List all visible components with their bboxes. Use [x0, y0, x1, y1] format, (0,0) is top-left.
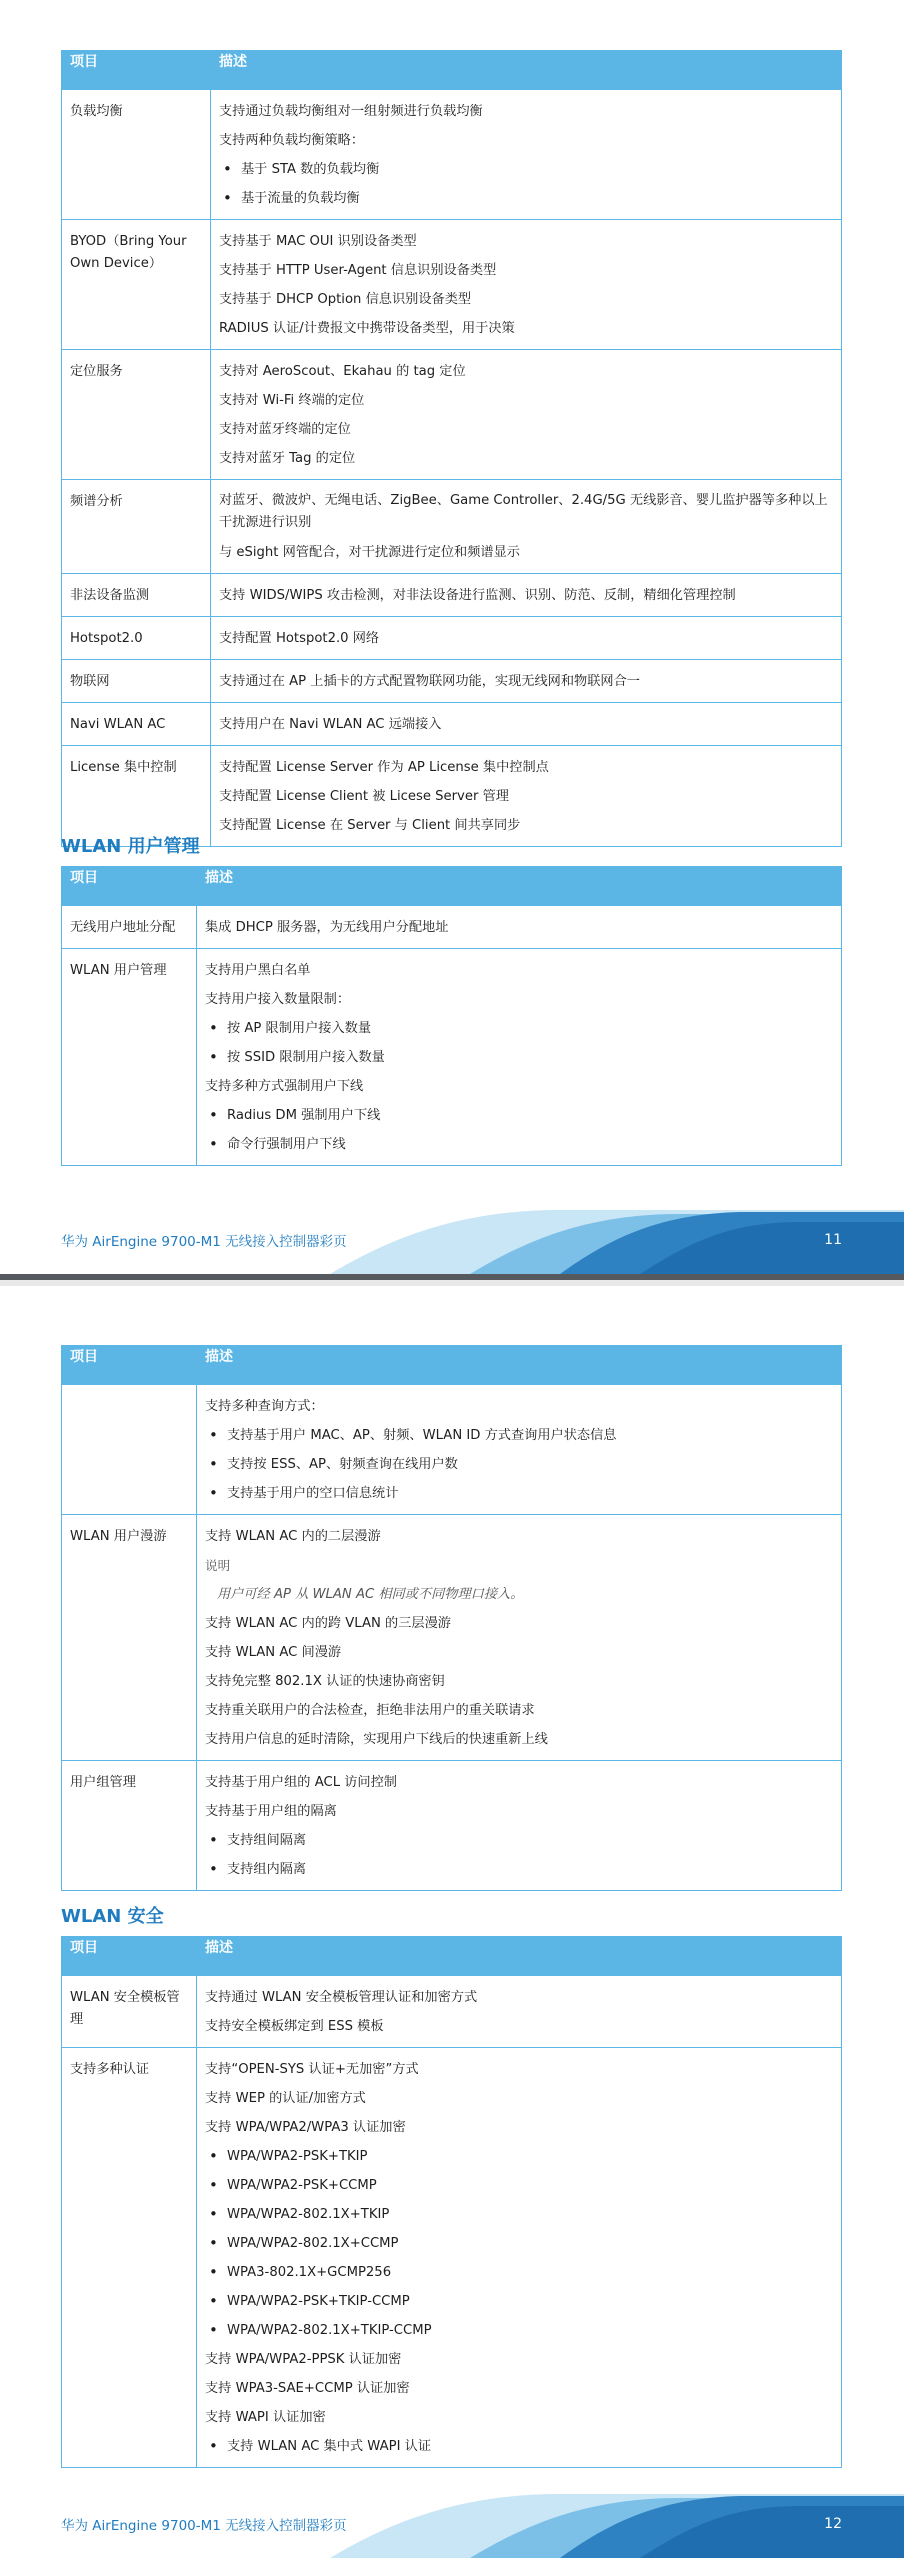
header-description: 描述: [197, 1937, 842, 1976]
page-11: [0, 0, 904, 1274]
table-header-row: [62, 867, 842, 906]
description-line: 支持 WPA/WPA2/WPA3 认证加密: [205, 2120, 406, 2135]
row-description: [211, 220, 842, 350]
spec-table-user-roaming: [61, 1345, 842, 1891]
description-line: 支持用户接入数量限制：: [205, 992, 351, 1007]
bullet-item: • 支持组内隔离: [205, 1855, 833, 1884]
bullet-item: • WPA/WPA2-802.1X+TKIP-CCMP: [205, 2316, 833, 2345]
page-footer: [0, 2492, 904, 2558]
row-item-name: WLAN 安全模板管理: [62, 1976, 197, 2048]
row-item-name: WLAN 用户管理: [62, 949, 197, 1166]
bullet-item: • 支持 WLAN AC 集中式 WAPI 认证: [205, 2432, 833, 2461]
row-item-name: BYOD（Bring Your Own Device）: [62, 220, 211, 350]
description-line: 支持配置 License Server 作为 AP License 集中控制点: [219, 760, 549, 775]
description-line: 支持基于用户组的隔离: [205, 1804, 337, 1819]
header-description: 描述: [211, 51, 842, 90]
description-line: 支持基于用户组的 ACL 访问控制: [205, 1775, 397, 1790]
row-item-name: Hotspot2.0: [62, 617, 211, 660]
row-description: [197, 1761, 842, 1891]
note-label: 说明: [205, 1558, 231, 1573]
table-row: [62, 2048, 842, 2468]
description-line: 支持 WPA/WPA2-PPSK 认证加密: [205, 2352, 402, 2367]
spec-table-general: [61, 50, 842, 847]
row-item-name: 负载均衡: [62, 90, 211, 220]
row-description: [211, 574, 842, 617]
bullet-item: • Radius DM 强制用户下线: [205, 1101, 833, 1130]
row-item-name: 定位服务: [62, 350, 211, 480]
description-line: 对蓝牙、微波炉、无绳电话、ZigBee、Game Controller、2.4G/5G 无线影音、婴儿监护器等多种以上干扰源进行识别: [219, 493, 828, 530]
row-description: [197, 2048, 842, 2468]
description-line: 支持用户黑白名单: [205, 963, 311, 978]
header-description: 描述: [197, 1346, 842, 1385]
row-item-name: 支持多种认证: [62, 2048, 197, 2468]
header-item: 项目: [62, 867, 197, 906]
row-item-name: 无线用户地址分配: [62, 906, 197, 949]
table-row: [62, 220, 842, 350]
description-line: 支持多种查询方式：: [205, 1399, 324, 1414]
row-description: [197, 1976, 842, 2048]
description-line: 支持多种方式强制用户下线: [205, 1079, 364, 1094]
description-line: 支持对蓝牙终端的定位: [219, 422, 351, 437]
row-description: [197, 906, 842, 949]
table-row: [62, 480, 842, 574]
description-line: 支持 WPA3-SAE+CCMP 认证加密: [205, 2381, 410, 2396]
bullet-item: • 命令行强制用户下线: [205, 1130, 833, 1159]
footer-title: 华为 AirEngine 9700-M1 无线接入控制器彩页: [61, 1234, 347, 1250]
bullet-item: • WPA/WPA2-PSK+TKIP-CCMP: [205, 2287, 833, 2316]
description-line: 支持用户信息的延时清除，实现用户下线后的快速重新上线: [205, 1732, 548, 1747]
row-description: [211, 746, 842, 847]
description-line: 支持 WEP 的认证/加密方式: [205, 2091, 366, 2106]
bullet-item: • WPA/WPA2-802.1X+TKIP: [205, 2200, 833, 2229]
table-row: [62, 350, 842, 480]
bullet-item: • WPA/WPA2-802.1X+CCMP: [205, 2229, 833, 2258]
footer-title: 华为 AirEngine 9700-M1 无线接入控制器彩页: [61, 2518, 347, 2534]
table-row: [62, 1976, 842, 2048]
bullet-item: • 支持组间隔离: [205, 1826, 833, 1855]
header-description: 描述: [197, 867, 842, 906]
description-line: 支持对 AeroScout、Ekahau 的 tag 定位: [219, 364, 466, 379]
table-row: [62, 90, 842, 220]
description-line: 支持重关联用户的合法检查，拒绝非法用户的重关联请求: [205, 1703, 535, 1718]
bullet-item: • WPA/WPA2-PSK+CCMP: [205, 2171, 833, 2200]
header-item: 项目: [62, 1937, 197, 1976]
bullet-item: • 支持按 ESS、AP、射频查询在线用户数: [205, 1450, 833, 1479]
description-line: 支持配置 License Client 被 Licese Server 管理: [219, 789, 509, 804]
row-description: [197, 1385, 842, 1515]
description-line: RADIUS 认证/计费报文中携带设备类型，用于决策: [219, 321, 515, 336]
row-item-name: [62, 1385, 197, 1515]
table-header-row: [62, 1937, 842, 1976]
description-line: 支持 WLAN AC 内的跨 VLAN 的三层漫游: [205, 1616, 451, 1631]
description-line: 支持两种负载均衡策略：: [219, 133, 365, 148]
row-description: [211, 480, 842, 574]
table-row: [62, 703, 842, 746]
header-item: 项目: [62, 51, 211, 90]
description-line: 支持基于 DHCP Option 信息识别设备类型: [219, 292, 472, 307]
page-number: 11: [824, 1232, 842, 1248]
description-line: 支持配置 Hotspot2.0 网络: [219, 631, 380, 646]
row-description: [197, 1515, 842, 1761]
row-item-name: Navi WLAN AC: [62, 703, 211, 746]
page-footer: [0, 1208, 904, 1274]
description-line: 支持 WLAN AC 间漫游: [205, 1645, 342, 1660]
bullet-item: • 基于 STA 数的负载均衡: [219, 155, 833, 184]
description-line: 支持 WAPI 认证加密: [205, 2410, 326, 2425]
description-line: 与 eSight 网管配合，对干扰源进行定位和频谱显示: [219, 545, 520, 560]
row-description: [197, 949, 842, 1166]
bullet-item: • WPA/WPA2-PSK+TKIP: [205, 2142, 833, 2171]
table-row: [62, 949, 842, 1166]
row-description: [211, 703, 842, 746]
table-header-row: [62, 51, 842, 90]
table-row: [62, 1385, 842, 1515]
description-line: 支持通过负载均衡组对一组射频进行负载均衡: [219, 104, 483, 119]
row-description: [211, 90, 842, 220]
table-row: [62, 1515, 842, 1761]
row-item-name: 非法设备监测: [62, 574, 211, 617]
description-line: 支持安全模板绑定到 ESS 模板: [205, 2019, 384, 2034]
description-line: 支持免完整 802.1X 认证的快速协商密钥: [205, 1674, 445, 1689]
description-line: 支持通过在 AP 上插卡的方式配置物联网功能，实现无线网和物联网合一: [219, 674, 640, 689]
table-header-row: [62, 1346, 842, 1385]
description-line: 支持用户在 Navi WLAN AC 远端接入: [219, 717, 442, 732]
table-row: [62, 906, 842, 949]
bullet-item: • 按 AP 限制用户接入数量: [205, 1014, 833, 1043]
row-item-name: WLAN 用户漫游: [62, 1515, 197, 1761]
page-separator: [0, 1274, 904, 1286]
description-line: 支持 WIDS/WIPS 攻击检测，对非法设备进行监测、识别、防范、反制，精细化管理控制: [219, 588, 736, 603]
description-line: 集成 DHCP 服务器，为无线用户分配地址: [205, 920, 449, 935]
spec-table-user-management: [61, 866, 842, 1166]
table-row: [62, 660, 842, 703]
row-description: [211, 660, 842, 703]
bullet-item: • 支持基于用户的空口信息统计: [205, 1479, 833, 1508]
row-item-name: License 集中控制: [62, 746, 211, 847]
row-description: [211, 617, 842, 660]
spec-table-wlan-security: [61, 1936, 842, 2468]
description-line: 支持基于 MAC OUI 识别设备类型: [219, 234, 417, 249]
table-row: [62, 1761, 842, 1891]
bullet-item: • 支持基于用户 MAC、AP、射频、WLAN ID 方式查询用户状态信息: [205, 1421, 833, 1450]
table-row: [62, 617, 842, 660]
description-line: 支持“OPEN-SYS 认证+无加密”方式: [205, 2062, 419, 2077]
table-row: [62, 574, 842, 617]
bullet-item: • WPA3-802.1X+GCMP256: [205, 2258, 833, 2287]
header-item: 项目: [62, 1346, 197, 1385]
description-line: 支持 WLAN AC 内的二层漫游: [205, 1529, 381, 1544]
bullet-item: • 基于流量的负载均衡: [219, 184, 833, 213]
row-description: [211, 350, 842, 480]
row-item-name: 用户组管理: [62, 1761, 197, 1891]
row-item-name: 频谱分析: [62, 480, 211, 574]
row-item-name: 物联网: [62, 660, 211, 703]
note-text: 用户可经 AP 从 WLAN AC 相同或不同物理口接入。: [217, 1587, 524, 1602]
description-line: 支持对蓝牙 Tag 的定位: [219, 451, 356, 466]
page-12: [0, 1286, 904, 2558]
description-line: 支持基于 HTTP User-Agent 信息识别设备类型: [219, 263, 497, 278]
section-title-wlan-security: WLAN 安全: [61, 1906, 164, 1927]
description-line: 支持对 Wi-Fi 终端的定位: [219, 393, 365, 408]
page-number: 12: [824, 2516, 842, 2532]
description-line: 支持配置 License 在 Server 与 Client 间共享同步: [219, 818, 521, 833]
bullet-item: • 按 SSID 限制用户接入数量: [205, 1043, 833, 1072]
description-line: 支持通过 WLAN 安全模板管理认证和加密方式: [205, 1990, 478, 2005]
section-title-user-management: WLAN 用户管理: [61, 836, 200, 857]
